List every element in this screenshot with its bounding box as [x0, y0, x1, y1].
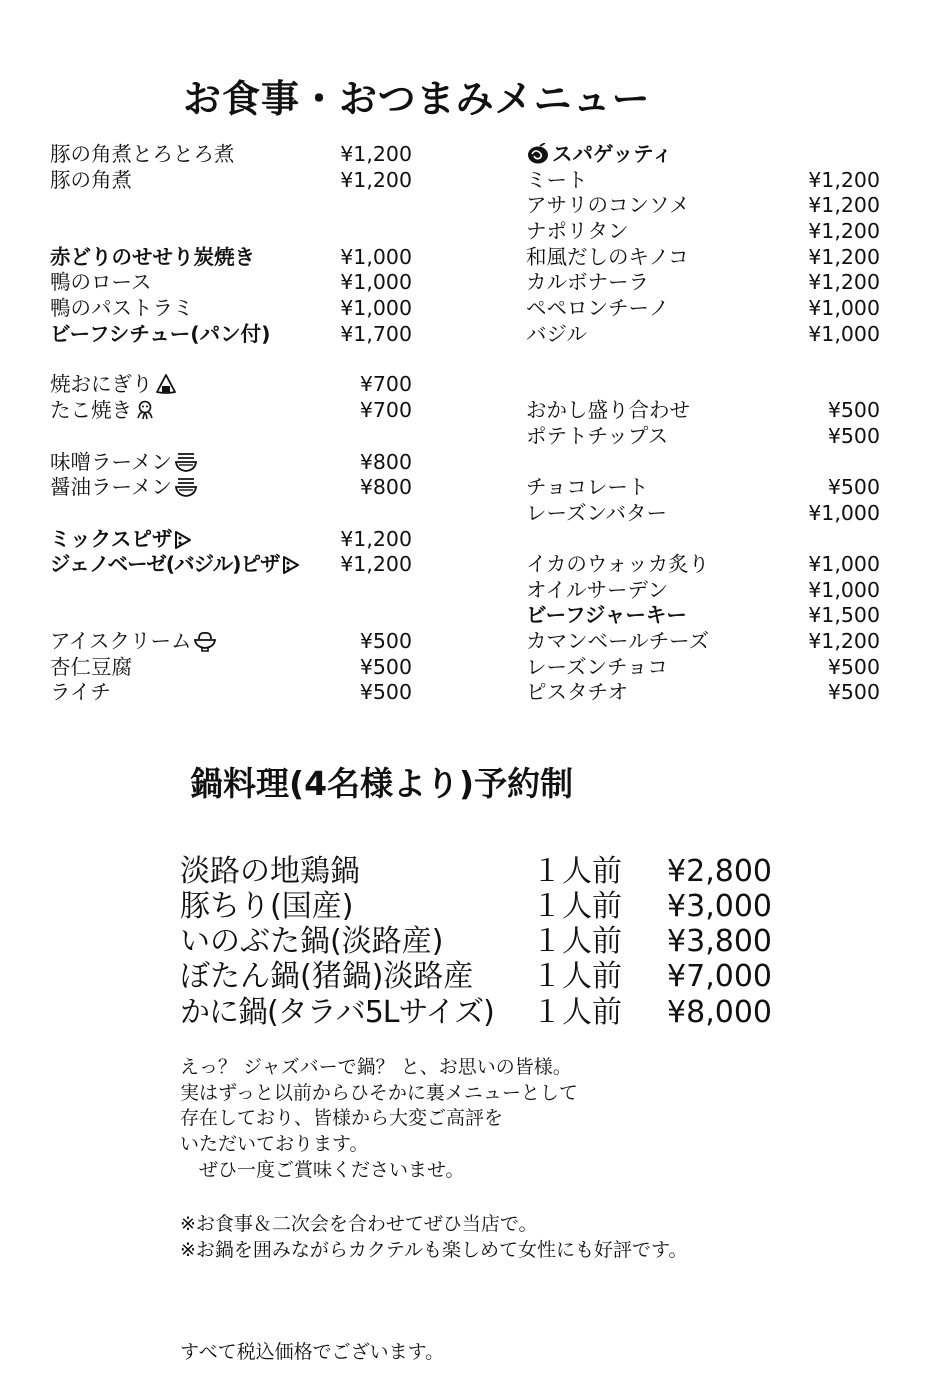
item-price: ¥1,200 — [340, 168, 412, 192]
item-name: たこ焼き — [50, 398, 132, 422]
menu-item — [526, 244, 880, 270]
item-name: 豚の角煮とろとろ煮 — [50, 142, 235, 166]
pizza-slice-icon — [174, 530, 192, 550]
menu-item — [526, 551, 880, 577]
item-name-wrap — [50, 628, 217, 654]
nabe-item-price: ¥3,000 — [667, 889, 772, 924]
ice-cream-icon — [193, 630, 217, 652]
item-name: 焼おにぎり — [50, 372, 153, 396]
menu-item — [50, 449, 412, 475]
nabe-item-price: ¥2,800 — [667, 854, 772, 889]
item-price: ¥1,700 — [340, 322, 412, 346]
nabe-item-name: ぼたん鍋(猪鍋)淡路産 — [180, 959, 474, 994]
nabe-item-name: 淡路の地鶏鍋 — [180, 854, 360, 889]
item-name: 豚の角煮 — [50, 168, 132, 192]
menu-item — [50, 244, 412, 270]
menu-item — [50, 141, 412, 167]
nabe-item — [180, 889, 772, 925]
spaghetti-icon — [526, 143, 550, 165]
spaghetti-heading — [526, 141, 673, 167]
nabe-item — [180, 959, 772, 995]
nabe-item-price: ¥7,000 — [667, 959, 772, 994]
item-price: ¥1,200 — [808, 245, 880, 269]
item-name: カルボナーラ — [526, 270, 649, 294]
item-price: ¥1,000 — [808, 578, 880, 602]
item-name: 和風だしのキノコ — [526, 245, 689, 269]
item-price: ¥500 — [359, 655, 412, 679]
item-name: チョコレート — [526, 475, 649, 499]
item-name: ビーフシチュー(パン付) — [50, 322, 271, 346]
item-price: ¥1,200 — [340, 142, 412, 166]
item-price: ¥1,000 — [808, 501, 880, 525]
menu-item — [50, 551, 412, 577]
nabe-item-unit: １人前 — [532, 889, 622, 924]
item-name: ライチ — [50, 680, 111, 704]
nabe-item-name: いのぶた鍋(淡路産) — [180, 924, 444, 959]
item-name: 杏仁豆腐 — [50, 655, 132, 679]
item-price: ¥1,200 — [808, 270, 880, 294]
nabe-section-title: 鍋料理(4名様より)予約制 — [190, 764, 574, 803]
menu-item — [50, 526, 412, 552]
item-price: ¥1,000 — [340, 270, 412, 294]
description-line: えっ？ ジャズバーで鍋？ と、お思いの皆様。 — [180, 1056, 572, 1078]
spaghetti-heading-label: スパゲッティ — [552, 142, 673, 166]
item-name: バジル — [526, 322, 587, 346]
item-name-wrap — [50, 474, 198, 500]
item-name: ピスタチオ — [526, 680, 629, 704]
item-price: ¥1,000 — [808, 552, 880, 576]
item-name-wrap — [50, 371, 177, 397]
item-name: ミックスピザ — [50, 527, 173, 551]
description-line: ぜひ一度ご賞味くださいませ。 — [180, 1159, 465, 1181]
item-name-wrap — [50, 449, 198, 475]
item-name: 鴨のパストラミ — [50, 296, 194, 320]
note-line: ※お鍋を囲みながらカクテルも楽しめて女性にも好評です。 — [180, 1239, 688, 1261]
menu-item — [526, 167, 880, 193]
nabe-item-unit: １人前 — [532, 924, 622, 959]
nabe-item-price: ¥8,000 — [667, 995, 772, 1030]
ramen-bowl-icon — [174, 451, 198, 473]
menu-item — [526, 269, 880, 295]
nabe-item-name: 豚ちり(国産) — [180, 889, 354, 924]
item-price: ¥1,500 — [808, 603, 880, 627]
item-name: ミート — [526, 168, 588, 192]
menu-item — [526, 628, 880, 654]
item-name: ペペロンチーノ — [526, 296, 670, 320]
menu-item — [50, 397, 412, 423]
menu-item — [50, 321, 412, 347]
item-price: ¥500 — [359, 629, 412, 653]
menu-item — [526, 423, 880, 449]
description-line: いただいております。 — [180, 1133, 369, 1155]
item-name: オイルサーデン — [526, 578, 669, 602]
item-price: ¥1,000 — [340, 296, 412, 320]
item-name: レーズンチョコ — [526, 655, 668, 679]
item-name: おかし盛り合わせ — [526, 398, 690, 422]
item-price: ¥1,000 — [808, 322, 880, 346]
item-price: ¥1,200 — [808, 193, 880, 217]
item-price: ¥1,000 — [808, 296, 880, 320]
menu-item — [526, 654, 880, 680]
item-name: ナポリタン — [526, 219, 629, 243]
menu-item — [526, 679, 880, 705]
item-price: ¥500 — [827, 680, 880, 704]
menu-item — [50, 167, 412, 193]
item-name: イカのウォッカ炙り — [526, 552, 710, 576]
menu-item — [50, 474, 412, 500]
item-name: 味噌ラーメン — [50, 450, 172, 474]
description-line: 実はずっと以前からひそかに裏メニューとして — [180, 1082, 578, 1104]
item-name: アイスクリーム — [50, 629, 192, 653]
item-price: ¥1,200 — [808, 168, 880, 192]
item-price: ¥700 — [359, 398, 412, 422]
item-name: 鴨のロース — [50, 270, 152, 294]
item-name-wrap — [50, 397, 156, 423]
item-price: ¥800 — [359, 475, 412, 499]
item-price: ¥700 — [359, 372, 412, 396]
ramen-bowl-icon — [174, 476, 198, 498]
menu-item — [50, 269, 412, 295]
item-price: ¥1,200 — [808, 629, 880, 653]
item-price: ¥800 — [359, 450, 412, 474]
note-line: ※お食事＆二次会を合わせてぜひ当店で。 — [180, 1213, 538, 1235]
item-name: 醤油ラーメン — [50, 475, 172, 499]
nabe-item — [180, 924, 772, 960]
onigiri-icon — [155, 373, 177, 395]
octopus-icon — [134, 399, 156, 421]
item-name: 赤どりのせせり炭焼き — [50, 245, 255, 269]
nabe-item-unit: １人前 — [532, 995, 622, 1030]
nabe-item — [180, 995, 772, 1031]
item-price: ¥500 — [827, 655, 880, 679]
nabe-item — [180, 854, 772, 890]
menu-item — [526, 192, 880, 218]
menu-item — [50, 371, 412, 397]
menu-item — [526, 602, 880, 628]
item-name: アサリのコンソメ — [526, 193, 690, 217]
item-price: ¥1,200 — [340, 527, 412, 551]
item-price: ¥500 — [359, 680, 412, 704]
item-price: ¥1,200 — [808, 219, 880, 243]
item-name-wrap — [50, 526, 192, 552]
item-price: ¥1,200 — [340, 552, 412, 576]
menu-item — [50, 628, 412, 654]
item-name: カマンベールチーズ — [526, 629, 710, 653]
item-name: ビーフジャーキー — [526, 603, 687, 627]
item-price: ¥500 — [827, 475, 880, 499]
menu-item — [526, 218, 880, 244]
menu-item — [526, 295, 880, 321]
item-name: ポテトチップス — [526, 424, 669, 448]
menu-item — [526, 321, 880, 347]
menu-item — [526, 500, 880, 526]
menu-title: お食事・おつまみメニュー — [183, 77, 651, 121]
nabe-item-name: かに鍋(タラバ5Lサイズ) — [180, 995, 494, 1030]
item-price: ¥500 — [827, 424, 880, 448]
menu-item — [526, 577, 880, 603]
tax-note: すべて税込価格でございます。 — [180, 1341, 445, 1363]
nabe-item-price: ¥3,800 — [667, 924, 772, 959]
description-line: 存在しており、皆様から大変ご高評を — [180, 1107, 504, 1129]
menu-item — [50, 295, 412, 321]
menu-item — [526, 474, 880, 500]
nabe-item-unit: １人前 — [532, 854, 622, 889]
item-name: ジェノベーゼ(バジル)ピザ — [50, 552, 280, 576]
item-name: レーズンバター — [526, 501, 668, 525]
item-price: ¥1,000 — [340, 245, 412, 269]
nabe-item-unit: １人前 — [532, 959, 622, 994]
item-name-wrap — [50, 551, 300, 577]
menu-item — [50, 654, 412, 680]
pizza-slice-icon — [282, 555, 300, 575]
item-price: ¥500 — [827, 398, 880, 422]
menu-item — [526, 397, 880, 423]
menu-item — [50, 679, 412, 705]
